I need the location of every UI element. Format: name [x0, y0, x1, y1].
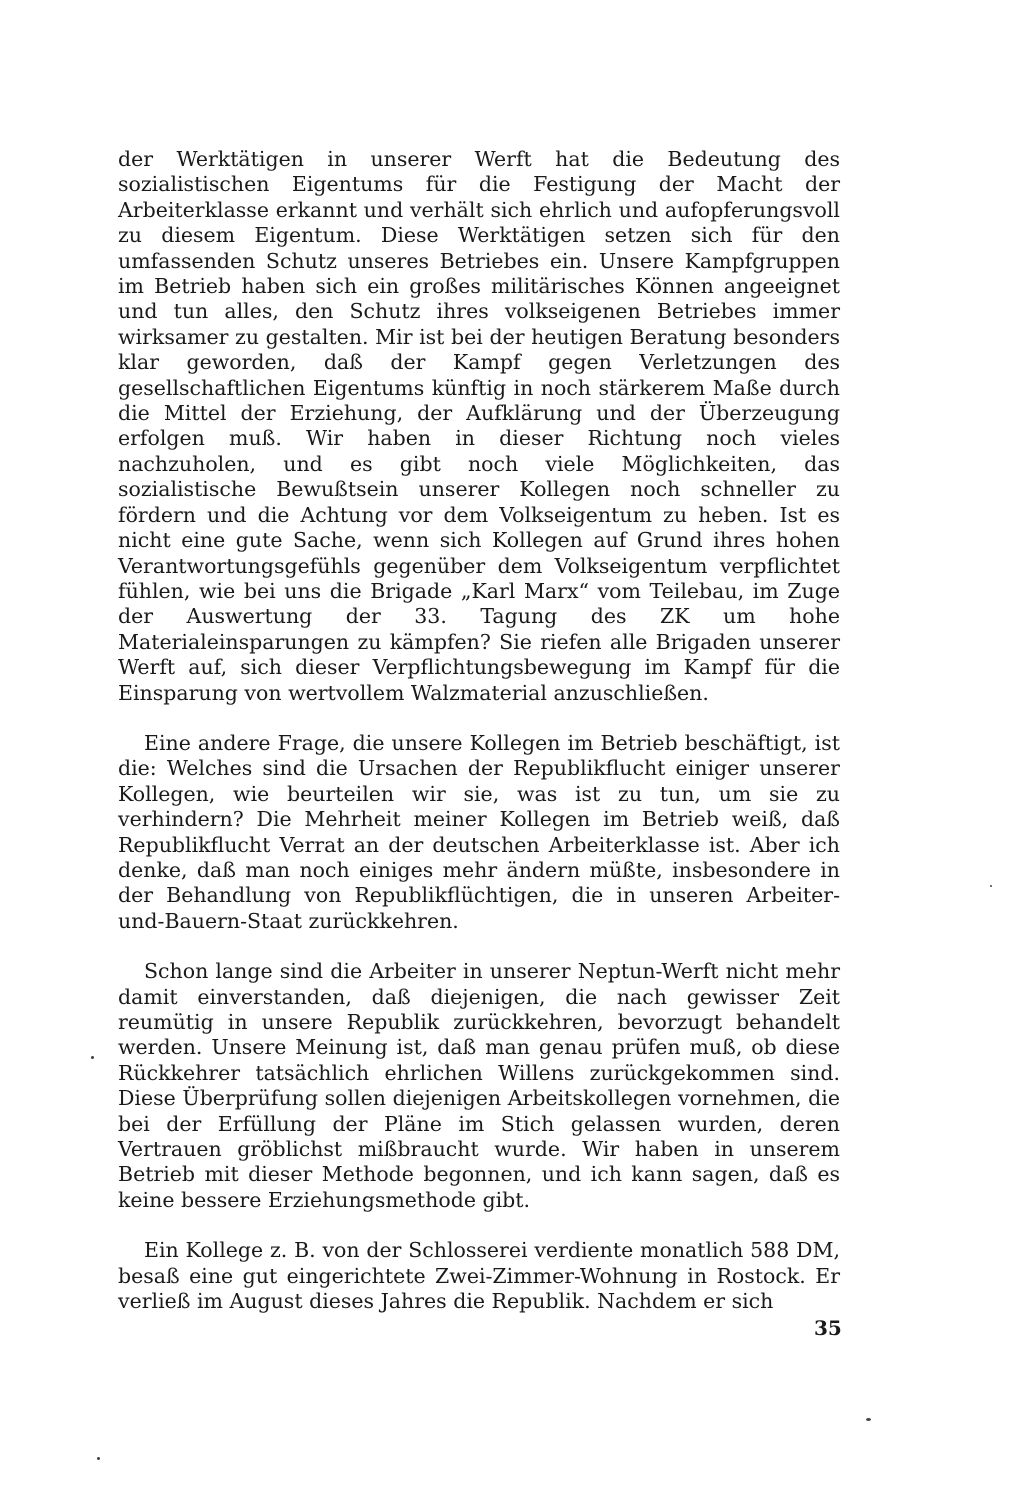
scan-speck	[97, 1457, 100, 1460]
body-text	[118, 147, 840, 1314]
scan-speck	[866, 1418, 871, 1421]
paragraph-2: Eine andere Frage, die unsere Kollegen im Betrieb beschäftigt, ist die: Welches sind die Ursachen der Republikflucht einiger unserer Kollegen, wie beurteilen wir sie, was ist zu tun, um sie zu verhindern? Die Mehrheit meiner Kollegen im Betrieb weiß, daß Republikflucht Verrat an der deutschen Arbeiterklasse ist. Aber ich denke, daß man noch einiges mehr ändern müßte, insbesondere in der Behandlung von Republikflüchtigen, die in unseren Arbeiter-und-Bauern-Staat zurückkehren.	[118, 730, 840, 933]
scan-speck	[91, 1056, 94, 1059]
page-number: 35	[814, 1316, 842, 1340]
paragraph-1: der Werktätigen in unserer Werft hat die Bedeutung des sozialistischen Eigentums für die Festigung der Macht der Arbeiterklasse erkannt und verhält sich ehrlich und aufopferungsvoll zu diesem Eigentum. Diese Werktätigen setzen sich für den umfassenden Schutz unseres Betriebes ein. Unsere Kampfgruppen im Betrieb haben sich ein großes militärisches Können angeeignet und tun alles, den Schutz ihres volkseigenen Betriebes immer wirksamer zu gestalten. Mir ist bei der heutigen Beratung besonders klar geworden, daß der Kampf gegen Verletzungen des gesellschaftlichen Eigentums künftig in noch stärkerem Maße durch die Mittel der Erziehung, der Aufklärung und der Überzeugung erfolgen muß. Wir haben in dieser Richtung noch vieles nachzuholen, und es gibt noch viele Möglichkeiten, das sozialistische Bewußtsein unserer Kollegen noch schneller zu fördern und die Achtung vor dem Volkseigentum zu heben. Ist es nicht eine gute Sache, wenn sich Kollegen auf Grund ihres hohen Verantwortungsgefühls gegenüber dem Volkseigentum verpflichtet fühlen, wie bei uns die Brigade „Karl Marx“ vom Teilebau, im Zuge der Auswertung der 33. Tagung des ZK um hohe Materialeinsparungen zu kämpfen? Sie riefen alle Brigaden unserer Werft auf, sich dieser Verpflichtungsbewegung im Kampf für die Einsparung von wertvollem Walzmaterial anzuschließen.	[118, 147, 840, 705]
paragraph-4: Ein Kollege z. B. von der Schlosserei verdiente monatlich 588 DM, besaß eine gut eingerichtete Zwei-Zimmer-Wohnung in Rostock. Er verließ im August dieses Jahres die Republik. Nachdem er sich	[118, 1238, 840, 1314]
scan-speck	[990, 885, 992, 887]
paragraph-3: Schon lange sind die Arbeiter in unserer Neptun-Werft nicht mehr damit einverstanden, daß diejenigen, die nach gewisser Zeit reumütig in unsere Republik zurückkehren, bevorzugt behandelt werden. Unsere Meinung ist, daß man genau prüfen muß, ob diese Rückkehrer tatsächlich ehrlichen Willens zurückgekommen sind. Diese Überprüfung sollen diejenigen Arbeitskollegen vornehmen, die bei der Erfüllung der Pläne im Stich gelassen wurden, deren Vertrauen gröblichst mißbraucht wurde. Wir haben in unserem Betrieb mit dieser Methode begonnen, und ich kann sagen, daß es keine bessere Erziehungsmethode gibt.	[118, 959, 840, 1212]
